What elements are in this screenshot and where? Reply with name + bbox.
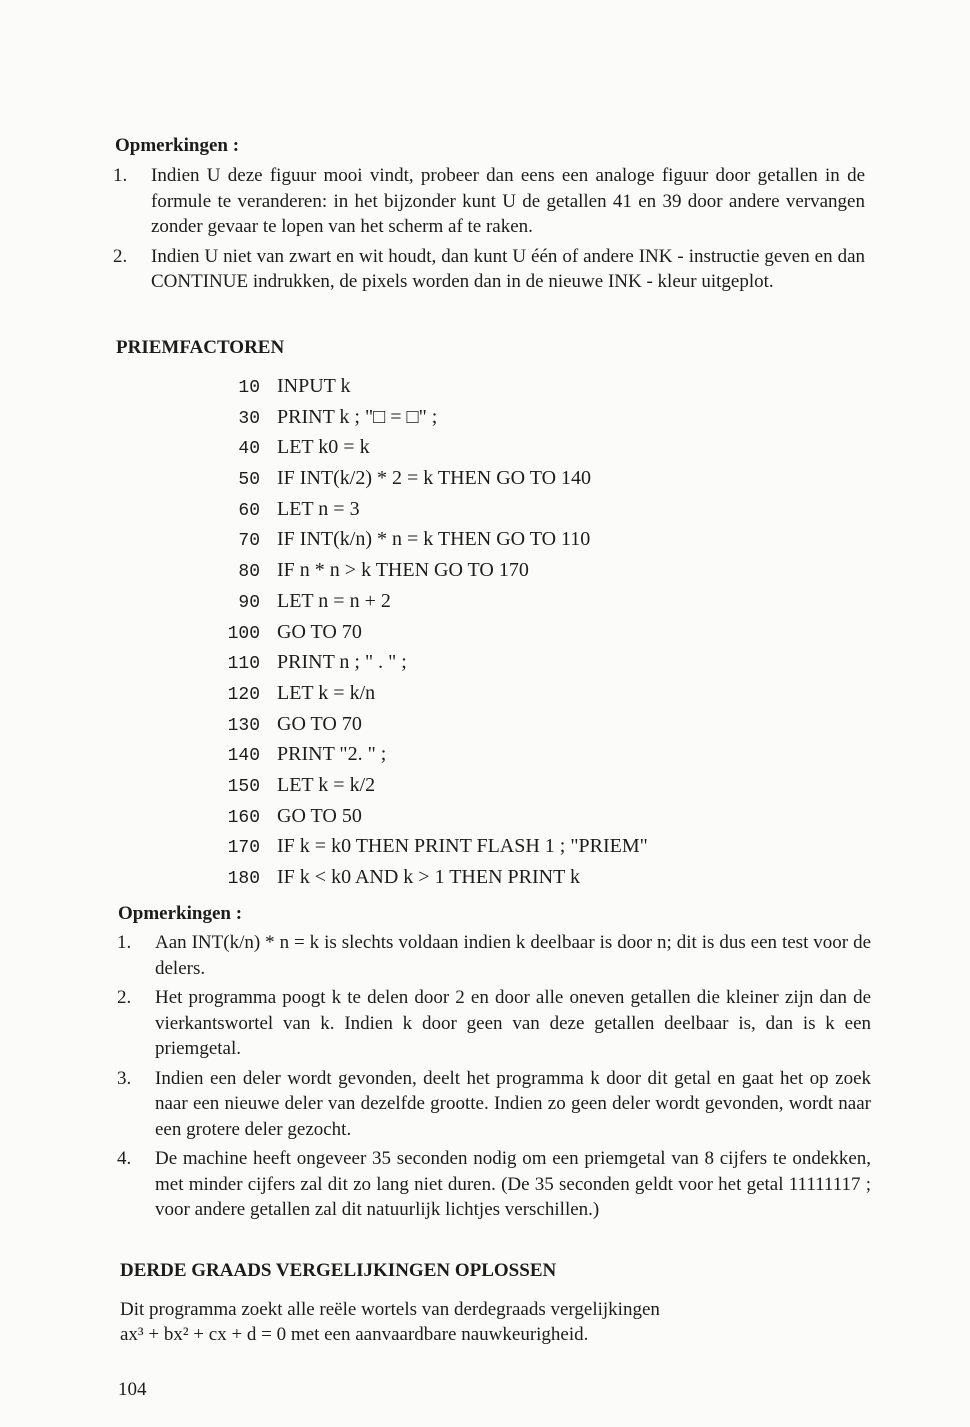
line-number: 110 xyxy=(227,654,260,675)
program-line xyxy=(215,770,648,801)
line-code: IF k = k0 THEN PRINT FLASH 1 ; "PRIEM" xyxy=(277,835,648,858)
intro-paragraph-line-2: ax³ + bx² + cx + d = 0 met een aanvaardbare nauwkeurigheid. xyxy=(120,1324,589,1345)
intro-paragraph-line-1: Dit programma zoekt alle reële wortels van derdegraads vergelijkingen xyxy=(120,1299,660,1320)
line-code: LET k = k/n xyxy=(277,681,376,704)
remark-item xyxy=(117,985,871,1062)
remark-number: 1. xyxy=(113,165,128,186)
line-number: 10 xyxy=(238,378,260,398)
program-line xyxy=(215,494,648,525)
remarks-list-1 xyxy=(113,163,865,299)
line-number: 170 xyxy=(227,838,260,859)
line-number: 120 xyxy=(227,684,260,705)
remark-item xyxy=(113,244,865,295)
program-heading: PRIEMFACTOREN xyxy=(116,337,285,358)
line-number: 60 xyxy=(238,500,260,521)
line-number: 160 xyxy=(227,807,260,828)
line-number: 50 xyxy=(238,470,260,491)
line-number: 100 xyxy=(227,623,260,644)
basic-program-listing xyxy=(215,371,648,893)
remark-number: 3. xyxy=(117,1067,132,1089)
program-line xyxy=(215,647,648,678)
line-number: 90 xyxy=(238,592,260,613)
line-code: LET k0 = k xyxy=(277,436,370,459)
line-number: 130 xyxy=(227,715,260,736)
remark-number: 1. xyxy=(117,932,132,953)
line-number: 30 xyxy=(238,408,260,429)
remark-number: 2. xyxy=(117,987,132,1008)
remarks-heading-1: Opmerkingen : xyxy=(115,135,240,156)
program-line xyxy=(215,739,648,770)
remark-text: Indien een deler wordt gevonden, deelt het programma k door dit getal en gaat het op zoek naar een nieuwe deler van dezelfde grootte. Indien zo geen deler wordt gevonden, wordt naar een grotere deler gezocht. xyxy=(155,1067,871,1140)
remark-item xyxy=(117,930,871,981)
line-number: 80 xyxy=(238,562,260,583)
line-code: LET n = n + 2 xyxy=(277,589,391,612)
line-code: IF INT(k/n) * n = k THEN GO TO 110 xyxy=(277,528,591,551)
remark-text: Indien U deze figuur mooi vindt, probeer dan eens een analoge figuur door getallen in de formule te veranderen: in het bijzonder kunt U de getallen 41 en 39 door andere vervangen zonder gevaar te lopen van het scherm af te raken. xyxy=(151,165,865,237)
remark-text: Indien U niet van zwart en wit houdt, dan kunt U één of andere INK - instructie geven en dan CONTINUE indrukken, de pixels worden dan in de nieuwe INK - kleur uitgeplot. xyxy=(151,245,865,292)
program-line xyxy=(215,801,648,832)
remark-item xyxy=(113,163,865,240)
line-code: INPUT k xyxy=(277,375,351,397)
program-line xyxy=(215,709,648,740)
line-code: LET k = k/2 xyxy=(277,773,376,796)
program-line xyxy=(215,586,648,617)
remark-number: 2. xyxy=(113,245,128,267)
line-number: 150 xyxy=(227,776,260,797)
line-number: 180 xyxy=(227,869,260,889)
program-line xyxy=(215,432,648,463)
remarks-heading-2: Opmerkingen : xyxy=(118,903,243,924)
line-code: IF n * n > k THEN GO TO 170 xyxy=(277,559,529,582)
remark-text: Het programma poogt k te delen door 2 en door alle oneven getallen die kleiner zijn dan de vierkantswortel van k. Indien k door geen van deze getallen deelbaar is, dan is k een priemgetal. xyxy=(155,987,871,1059)
line-number: 70 xyxy=(238,531,260,552)
line-number: 40 xyxy=(238,439,260,460)
line-code: PRINT "2. " ; xyxy=(277,743,387,766)
remark-text: De machine heeft ongeveer 35 seconden nodig om een priemgetal van 8 cijfers te ondekken, met minder cijfers zal dit zo lang niet duren. (De 35 seconden geldt voor het getal 11111117 ; voor andere getallen zal dit natuurlijk lichtjes verschillen.) xyxy=(155,1148,871,1220)
program-line xyxy=(215,463,648,494)
line-code: IF k < k0 AND k > 1 THEN PRINT k xyxy=(277,866,580,888)
line-code: LET n = 3 xyxy=(277,497,360,520)
remark-number: 4. xyxy=(117,1148,132,1169)
page-number: 104 xyxy=(118,1379,147,1400)
line-code: GO TO 70 xyxy=(277,620,362,643)
line-code: IF INT(k/2) * 2 = k THEN GO TO 140 xyxy=(277,467,592,490)
program-line xyxy=(215,555,648,586)
line-number: 140 xyxy=(227,746,260,767)
program-line xyxy=(215,371,648,402)
line-code: PRINT k ; "□ = □" ; xyxy=(277,405,438,428)
program-line xyxy=(215,402,648,433)
line-code: GO TO 70 xyxy=(277,712,362,735)
program-line xyxy=(215,862,648,893)
program-line xyxy=(215,617,648,648)
remark-text: Aan INT(k/n) * n = k is slechts voldaan indien k deelbaar is door n; dit is dus een test voor de delers. xyxy=(155,932,871,979)
program-line xyxy=(215,524,648,555)
program-line xyxy=(215,678,648,709)
remark-item xyxy=(117,1066,871,1143)
program-line xyxy=(215,831,648,862)
remarks-list-2 xyxy=(117,930,871,1227)
remark-item xyxy=(117,1146,871,1223)
line-code: GO TO 50 xyxy=(277,804,362,827)
equations-heading: DERDE GRAADS VERGELIJKINGEN OPLOSSEN xyxy=(120,1260,557,1281)
line-code: PRINT n ; " . " ; xyxy=(277,651,407,674)
